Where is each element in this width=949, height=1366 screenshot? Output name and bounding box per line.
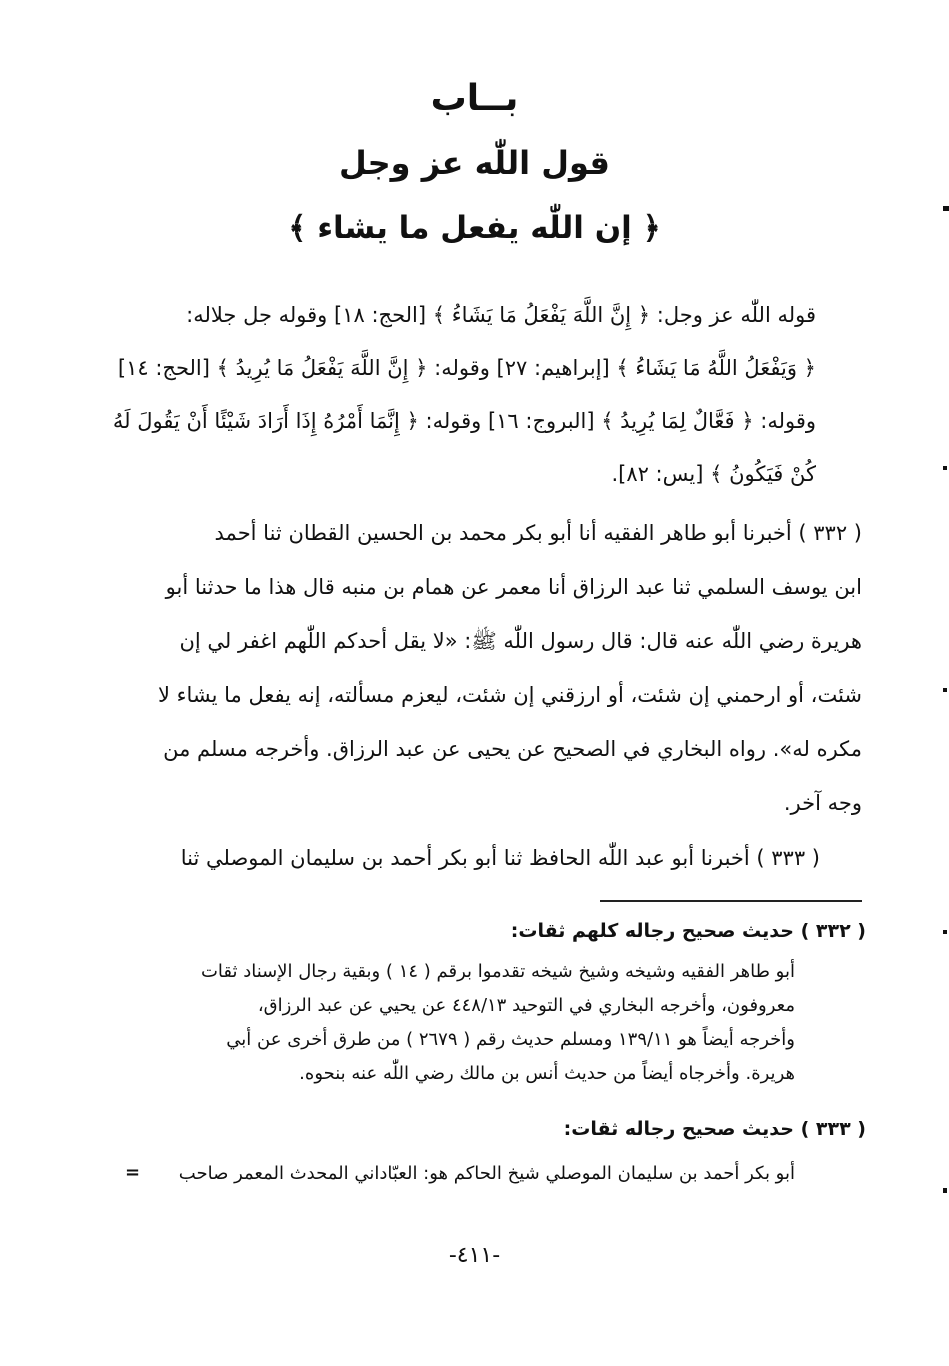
text-line: ﴿ وَيَفْعَلُ اللَّهُ مَا يَشَاءُ ﴾ [إبراهيم: ٢٧] وقوله: ﴿ إِنَّ اللَّهَ يَفْعَلُ مَا يُرِيدُ ﴾ [الحج: ١٤]	[117, 356, 816, 380]
text-line: كُنْ فَيَكُونُ ﴾ [يس: ٨٢].	[611, 462, 816, 486]
footnote-332-body	[155, 955, 795, 1091]
chapter-verse: ﴿ إن اللّٰه يفعل ما يشاء ﴾	[288, 210, 661, 246]
chapter-label: بــاب	[430, 78, 519, 119]
scan-edge-mark	[943, 688, 947, 692]
scan-edge-mark	[943, 466, 947, 470]
text-line: ( ٣٣٢ ) أخبرنا أبو طاهر الفقيه أنا أبو بكر محمد بن الحسين القطان ثنا أحمد	[214, 521, 862, 545]
quran-verses-paragraph	[112, 298, 816, 510]
footnote-line: وأخرجه أيضاً هو ١٣٩/١١ ومسلم حديث رقم ( ٢٦٧٩ ) من طرق أخرى عن أبي	[226, 1029, 795, 1050]
text-line: ( ٣٣٣ ) أخبرنا أبو عبد اللّٰه الحافظ ثنا أبو بكر أحمد بن سليمان الموصلي ثنا	[180, 846, 820, 870]
continuation-mark: =	[125, 1162, 141, 1183]
text-line: مكره له». رواه البخاري في الصحيح عن يحيى عن عبد الرزاق. وأخرجه مسلم من	[163, 737, 862, 761]
text-line: ابن يوسف السلمي ثنا عبد الرزاق أنا معمر عن همام بن منبه قال هذا ما حدثنا أبو	[165, 575, 862, 599]
chapter-title: قول اللّٰه عز وجل	[339, 144, 610, 182]
footnote-line: معروفون، وأخرجه البخاري في التوحيد ٤٤٨/١٣ عن يحيي عن عبد الرزاق،	[257, 995, 795, 1016]
footnote-333-title: ( ٣٣٣ ) حديث صحيح رجاله ثقات:	[563, 1118, 866, 1140]
text-line: قوله اللّٰه عز وجل: ﴿ إِنَّ اللَّهَ يَفْعَلُ مَا يَشَاءُ ﴾ [الحج: ١٨] وقوله جل جلاله:	[186, 303, 816, 327]
hadith-332-paragraph	[148, 520, 862, 844]
page-number: -٤١١-	[448, 1243, 501, 1268]
footnote-line: هريرة. وأخرجاه أيضاً من حديث أنس بن مالك رضي اللّٰه عنه بنحوه.	[299, 1063, 795, 1084]
text-line: شئت، أو ارحمني إن شئت، أو ارزقني إن شئت، ليعزم مسألته، إنه يفعل ما يشاء لا	[157, 683, 862, 707]
hadith-333-paragraph	[148, 845, 820, 899]
footnote-line: أبو بكر أحمد بن سليمان الموصلي شيخ الحاكم هو: العبّاداني المحدث المعمر صاحب	[178, 1163, 795, 1184]
text-line: وجه آخر.	[783, 791, 862, 815]
footnote-divider	[600, 900, 862, 902]
text-line: هريرة رضي اللّٰه عنه قال: قال رسول اللّٰه ﷺ: «لا يقل أحدكم اللّٰهم اغفر لي إن	[179, 629, 862, 653]
footnote-333-body	[165, 1157, 795, 1191]
scan-edge-mark	[943, 206, 949, 211]
scan-edge-mark	[943, 1188, 947, 1193]
text-line: وقوله: ﴿ فَعَّالٌ لِمَا يُرِيدُ ﴾ [البروج: ١٦] وقوله: ﴿ إِنَّمَا أَمْرُهُ إِذَا أَرَادَ شَيْئًا أَنْ يَقُولَ لَهُ	[112, 409, 816, 433]
scan-edge-mark	[943, 930, 947, 934]
footnote-line: أبو طاهر الفقيه وشيخه وشيخ شيخه تقدموا برقم ( ١٤ ) وبقية رجال الإسناد ثقات	[200, 961, 795, 982]
footnote-332-title: ( ٣٣٢ ) حديث صحيح رجاله كلهم ثقات:	[510, 920, 866, 942]
